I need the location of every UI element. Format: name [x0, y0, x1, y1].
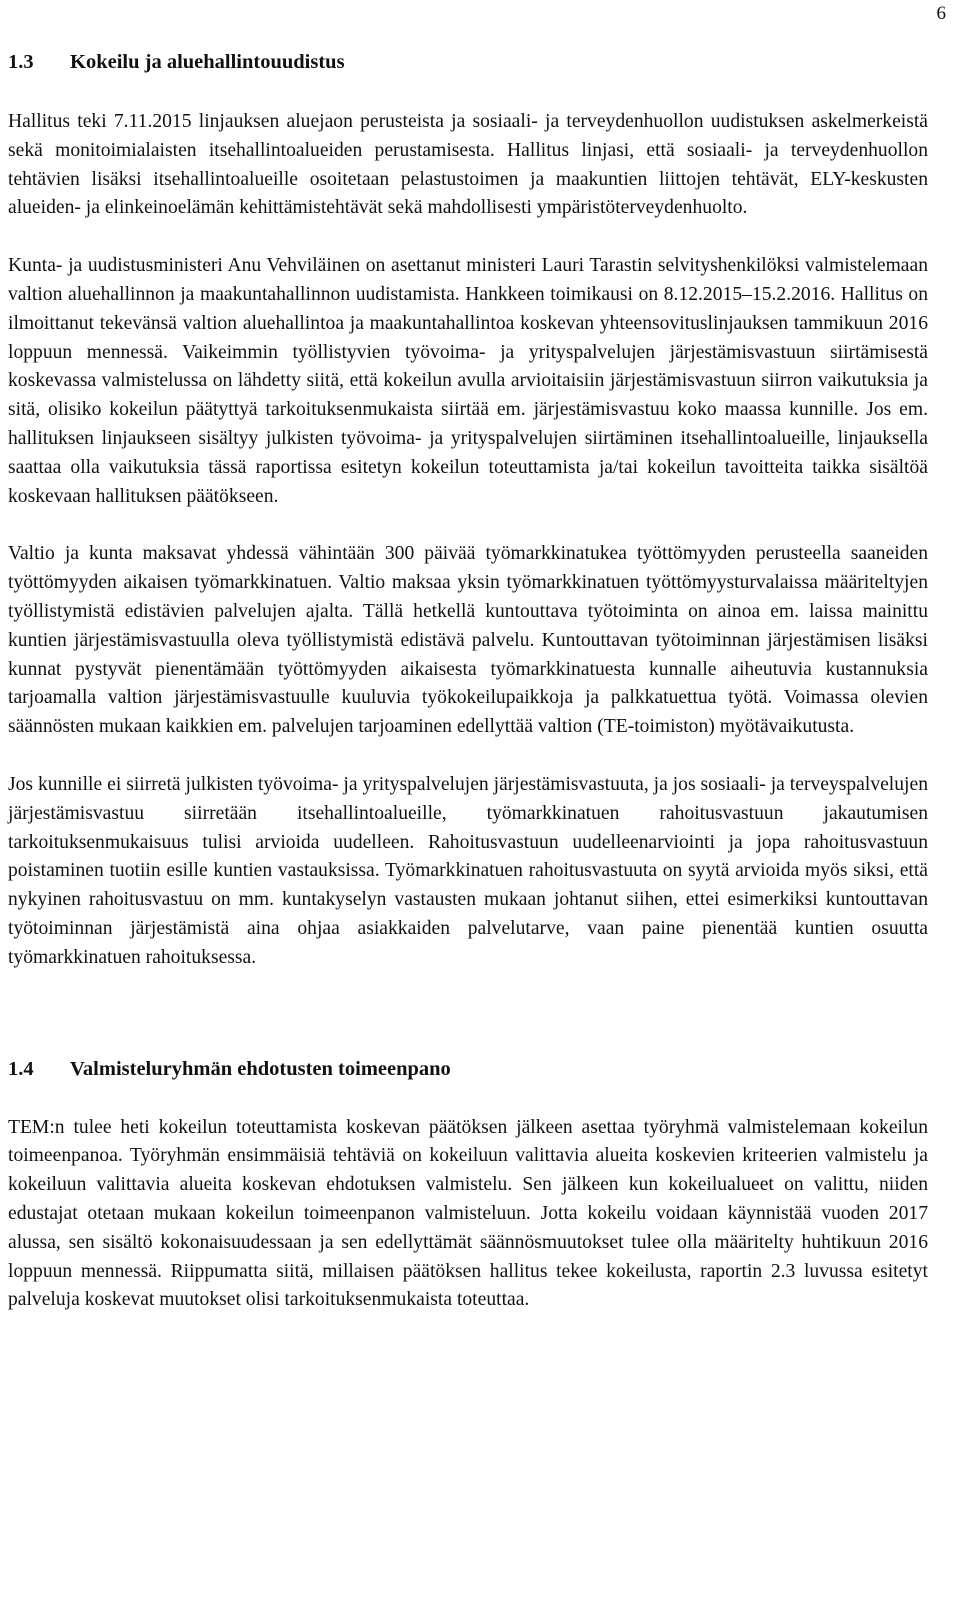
- paragraph: TEM:n tulee heti kokeilun toteuttamista koskevan päätöksen jälkeen asettaa työryhmä valmistelemaan kokeilun toimeenpanoa. Työryhmän ensimmäisiä tehtäviä on kokeiluun valittavia alueita koskevien kriteerien valmistelu ja kokeiluun valittavia alueita koskevan ehdotuksen valmistelu. Sen jälkeen kun kokeilualueet on valittu, niiden edustajat otetaan mukaan kokeilun toimeenpanon valmisteluun. Jotta kokeilu voidaan käynnistää vuoden 2017 alussa, sen sisältö kokonaisuudessaan ja sen edellyttämät säännösmuutokset tulee olla määritelty huhtikuun 2016 loppuun mennessä. Riippumatta siitä, millaisen päätöksen hallitus tekee kokeilusta, raportin 2.3 luvussa esitetyt palveluja koskevat muutokset olisi tarkoituksenmukaista toteuttaa.: [8, 1116, 928, 1311]
- page-number: 6: [936, 3, 946, 24]
- paragraph: Jos kunnille ei siirretä julkisten työvoima- ja yrityspalvelujen järjestämisvastuuta, ja jos sosiaali- ja terveyspalvelujen järjestämisvastuu siirretään itsehallintoalueille, työmarkkinatuen rahoitusvastuun jakautumisen tarkoituksenmukaisuus tulisi arvioida uudelleen. Rahoitusvastuun uudelleenarviointi ja jopa rahoitusvastuun poistaminen tuotiin esille kuntien vastauksissa. Työmarkkinatuen rahoitusvastuuta on syytä arvioida myös siksi, että nykyinen rahoitusvastuu on mm. kuntakyselyn vastausten mukaan johtanut siihen, ettei esimerkiksi kuntouttavan työtoiminnan järjestämistä aina ohjaa asiakkaiden palvelutarve, vaan paine pienentää kuntien osuutta työmarkkinatuen rahoituksessa.: [8, 773, 928, 968]
- section-title: Valmisteluryhmän ehdotusten toimeenpano: [70, 1057, 451, 1080]
- paragraph: Valtio ja kunta maksavat yhdessä vähintään 300 päivää työmarkkinatukea työttömyyden perusteella saaneiden työttömyyden aikaisen työmarkkinatuen. Valtio maksaa yksin työmarkkinatuen työttömyysturvalaissa määriteltyjen työllistymistä edistävien palvelujen ajalta. Tällä hetkellä kuntouttava työtoiminta on ainoa em. laissa mainittu kuntien järjestämisvastuulla oleva työllistymistä edistävä palvelu. Kuntouttavan työtoiminnan järjestämisen lisäksi kunnat pystyvät pienentämään työttömyyden aikaisesta työmarkkinatuesta kunnalle aiheutuvia kustannuksia tarjoamalla valtion järjestämisvastuulle kuuluvia työkokeilupaikkoja ja palkkatuettua työtä. Voimassa olevien säännösten mukaan kaikkien em. palvelujen tarjoaminen edellyttää valtion (TE-toimiston) myötävaikutusta.: [8, 543, 928, 738]
- section-number: 1.3: [8, 51, 34, 73]
- section-number: 1.4: [8, 1057, 34, 1080]
- paragraph: Kunta- ja uudistusministeri Anu Vehviläinen on asettanut ministeri Lauri Tarastin selvityshenkilöksi valmistelemaan valtion aluehallinnon ja maakuntahallinnon uudistamista. Hankkeen toimikausi on 8.12.2015–15.2.2016. Hallitus on ilmoittanut tekevänsä valtion aluehallintoa ja maakuntahallintoa koskevan yhteensovituslinjauksen tammikuun 2016 loppuun mennessä. Vaikeimmin työllistyvien työvoima- ja yrityspalvelujen järjestämisvastuun siirtämisestä koskevassa valmistelussa on lähdetty siitä, että kokeilun avulla arvioitaisiin järjestämisvastuun siirron vaikutuksia ja sitä, olisiko kokeilun päätyttyä tarkoituksenmukaista siirtää em. järjestämisvastuu koko maassa kunnille. Jos em. hallituksen linjaukseen sisältyy julkisten työvoima- ja yrityspalvelujen siirtäminen itsehallintoalueille, linjauksella saattaa olla vaikutuksia tässä raportissa esitetyn kokeilun toteuttamista ja/tai kokeilun tavoitteita taikka sisältöä koskevaan hallituksen päätökseen.: [8, 255, 928, 507]
- paragraph: Hallitus teki 7.11.2015 linjauksen aluejaon perusteista ja sosiaali- ja terveydenhuollon uudistuksen askelmerkeistä sekä monitoimialaisten itsehallintoalueiden perustamisesta. Hallitus linjasi, että sosiaali- ja terveydenhuollon tehtävien lisäksi itsehallintoalueille osoitetaan pelastustoimen ja maakuntien liittojen tehtävät, ELY-keskusten alueiden- ja elinkeinoelämän kehittämistehtävät sekä mahdollisesti ympäristöterveydenhuolto.: [8, 111, 928, 219]
- section-title: Kokeilu ja aluehallintouudistus: [70, 51, 345, 73]
- section-heading: [8, 1055, 928, 1083]
- document-body: [8, 48, 928, 1315]
- section-heading: [8, 48, 928, 76]
